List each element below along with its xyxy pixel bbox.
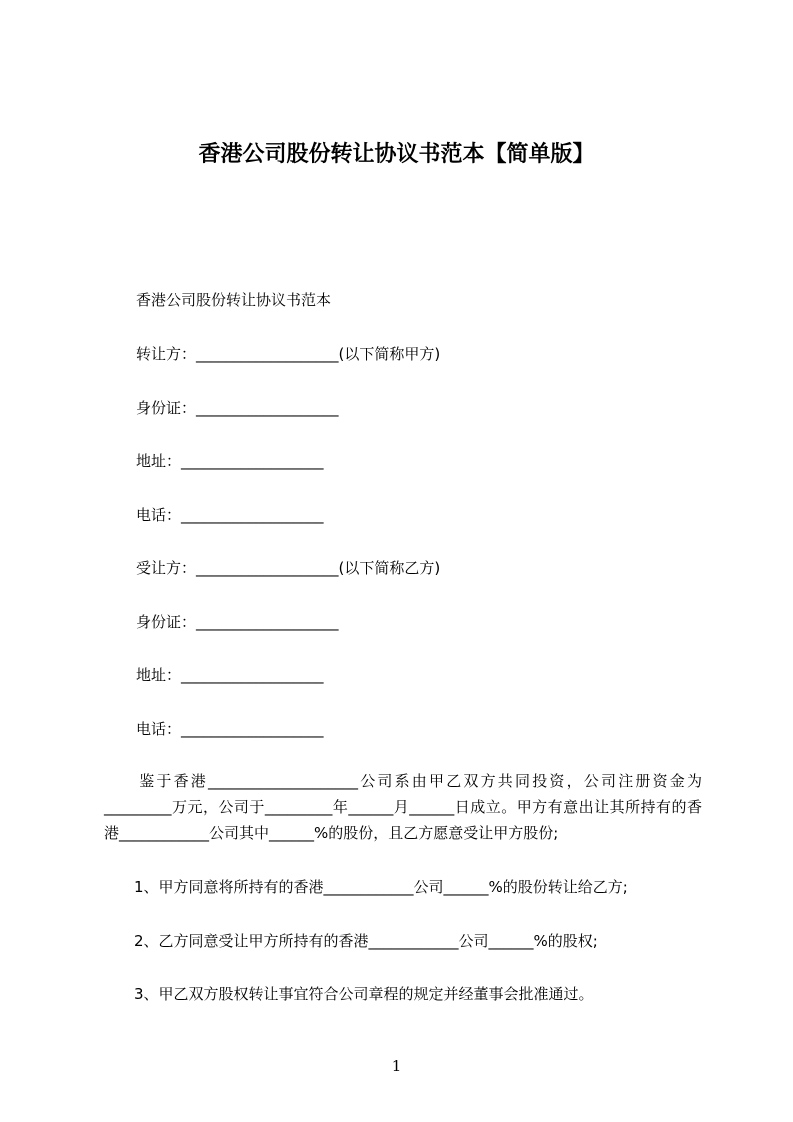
clause-item-2: 2、乙方同意受让甲方所持有的香港____________公司______%的股权; bbox=[134, 932, 598, 950]
transferee-id-line: 身份证：___________________ bbox=[136, 613, 339, 631]
transferee-address-line: 地址：___________________ bbox=[136, 666, 324, 684]
page-number: 1 bbox=[391, 1057, 402, 1075]
clause-item-1: 1、甲方同意将所持有的香港____________公司______%的股份转让给乙方; bbox=[134, 878, 628, 896]
recital-text: 鉴于香港____________________公司系由甲乙双方共同投资，公司注册资金为_________万元，公司于_________年______月______日成立。甲方有意出让其所持有的香港____________公司其中______%的股份，且乙方愿意受让甲方股份; bbox=[104, 772, 702, 842]
transferor-phone-line: 电话：___________________ bbox=[136, 506, 324, 524]
transferor-party-line: 转让方：___________________(以下简称甲方) bbox=[136, 345, 441, 363]
transferor-id-line: 身份证：___________________ bbox=[136, 399, 339, 417]
clause-item-3: 3、甲乙双方股权转让事宜符合公司章程的规定并经董事会批准通过。 bbox=[134, 985, 594, 1003]
transferee-phone-line: 电话：___________________ bbox=[136, 720, 324, 738]
transferee-party-line: 受让方：___________________(以下简称乙方) bbox=[136, 559, 441, 577]
recital-paragraph bbox=[104, 768, 702, 846]
document-title: 香港公司股份转让协议书范本【简单版】 bbox=[198, 142, 595, 167]
transferor-address-line: 地址：___________________ bbox=[136, 452, 324, 470]
document-subtitle: 香港公司股份转让协议书范本 bbox=[136, 291, 332, 309]
